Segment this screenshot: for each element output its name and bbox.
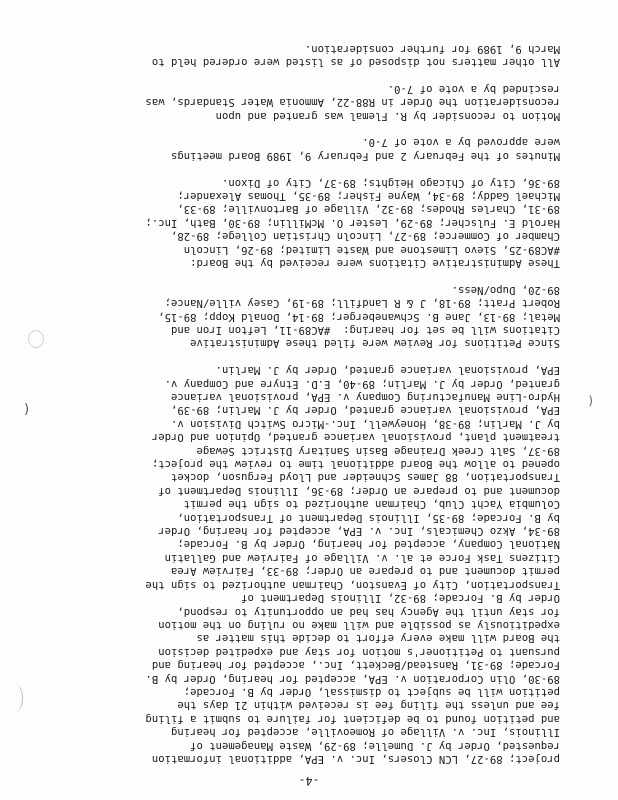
paragraph <box>60 81 560 121</box>
text-line: National Company, accepted for hearing, Order by B. Forcade; <box>177 538 560 551</box>
text-line: and petition found to be deficient for failure to submit a filing <box>145 712 560 725</box>
document-body <box>60 28 560 765</box>
text-line: pursuant to Petitioner's motion for stay and expedited decision <box>158 645 560 658</box>
text-line: granted, Order by J. Marlin; 89-40, E.D. Etnyre and Company v. <box>164 377 560 390</box>
margin-mark-right: ( <box>24 401 30 416</box>
text-line: #AC89-25, Sievo Limestone and Waste Limited; 89-26, Lincoln <box>183 243 560 256</box>
text-line: March 9, 1989 for further consideration. <box>304 42 560 55</box>
text-line: Robert Pratt; 89-18, J & R Landfill; 89-19, Casey ville/Nance; <box>164 297 560 310</box>
text-line: permit document and to prepare an Order; 89-33, Fairview Area <box>170 565 560 578</box>
paragraph <box>60 41 560 68</box>
text-line: the Board will make every effort to decide this matter as <box>196 632 560 645</box>
paragraph <box>60 363 560 765</box>
page-number: -4- <box>298 774 320 788</box>
text-line: petition will be subject to dismissal, Order by B. Forcade; <box>183 685 560 698</box>
text-line: All other matters not disposed of as listed were ordered held to <box>151 55 560 68</box>
text-line: Hydro-Line Manufacturing Company v. EPA, provisional variance <box>170 391 560 404</box>
text-line: 89-31, Charles Rhodes; 89-32, Village of Bartonville; 89-33, <box>177 203 560 216</box>
text-line: 89-20, Dupo/Ness. <box>451 283 560 296</box>
text-line: EPA, provisional variance granted, Order by J. Marlin; 89-39, <box>170 404 560 417</box>
paragraph <box>60 282 560 349</box>
text-line: Chamber of Commerce; 89-27, Lincoln Christian College; 89-28, <box>170 230 560 243</box>
text-line: 89-34, Akzo Chemicals, Inc. v. EPA, accepted for hearing, Order <box>158 525 560 538</box>
text-line: Columbia Yacht Club, Chairman authorized to sign the permit <box>183 498 560 511</box>
paragraph <box>60 135 560 162</box>
text-line: document and to prepare an Order; 89-36, Illinois Department of <box>158 484 560 497</box>
text-line: Michael Gaddy; 89-34, Wayne Fisher; 89-35, Thomas Alexander; <box>177 189 560 202</box>
text-line: project; 89-27, LCN Closers, Inc. v. EPA, additional information <box>151 753 560 765</box>
text-line: Citations will be set for hearing: #AC89-11, Lefton Iron and <box>170 324 560 337</box>
text-line: were approved by a vote of 7-0. <box>362 136 560 149</box>
text-line: rescinded by a vote of 7-0. <box>387 82 560 95</box>
text-line: opened to allow the Board additional time to review the project; <box>151 458 560 471</box>
text-line: by J. Marlin; 89-38, Honeywell, Inc.-Micro Switch Division v. <box>170 417 560 430</box>
punch-hole-mark <box>8 684 23 712</box>
text-line: Since Petitions for Review were filed these Administrative <box>190 337 560 350</box>
text-line: reconsideration the Order in R88-22, Ammonia Water Standards, was <box>145 96 560 109</box>
paragraph <box>60 175 560 269</box>
text-line: Illinois, Inc. v. Village of Romeoville, accepted for hearing <box>170 726 560 739</box>
text-line: 89-37, Salt Creek Drainage Basin Sanitary District Sewage <box>196 444 560 457</box>
text-line: 89-30, Olin Corporation v. EPA, accepted for hearing, Order by B. <box>145 672 560 685</box>
text-line: Harold E. Fulscher; 89-29, Lester O. McMillin; 89-30, Bath, Inc.; <box>145 216 560 229</box>
text-line: Citizens Task Force et al. v. Village of Fairview and Gallatin <box>164 551 560 564</box>
text-line: Order by B. Forcade; 89-32, Illinois Department of <box>241 592 560 605</box>
punch-hole-mark-lower <box>28 330 44 348</box>
text-line: Transportation, 88 James Schneider and Lloyd Ferguson, docket <box>170 471 560 484</box>
text-line: by B. Forcade; 89-35, Illinois Department of Transportation, <box>177 511 560 524</box>
text-line: Forcade; 89-31, Ranstead/Beckett, Inc., accepted for hearing and <box>151 659 560 672</box>
text-line: treatment plant, provisional variance granted, Opinion and Order <box>151 431 560 444</box>
text-line: Transportation, City of Evanston, Chairman authorized to sign the <box>145 578 560 591</box>
text-line: fee and unless the filing fee is received within 21 days the <box>177 699 560 712</box>
text-line: requested, Order by J. Dumelle; 89-29, Waste Management of <box>190 739 560 752</box>
text-line: Minutes of the February 2 and February 9, 1989 Board meetings <box>170 149 560 162</box>
text-line: for stay until the Agency has had an opportunity to respond, <box>177 605 560 618</box>
text-line: expeditiously as possible and will make no ruling on the motion <box>158 618 560 631</box>
text-line: 89-36, City of Chicago Heights; 89-37, City of Dixon. <box>221 176 560 189</box>
text-line: Metal; 89-13, Jane B. Schwaneberger; 89-14, Donald Kopp; 89-15, <box>158 310 560 323</box>
text-line: These Administrative Citations were received by the Board: <box>190 257 560 269</box>
margin-mark-left: ( <box>588 394 593 408</box>
text-line: Motion to reconsider by R. Flemal was granted and upon <box>215 109 560 122</box>
text-line: EPA, provisional variance granted, Order by J. Marlin. <box>215 364 560 377</box>
